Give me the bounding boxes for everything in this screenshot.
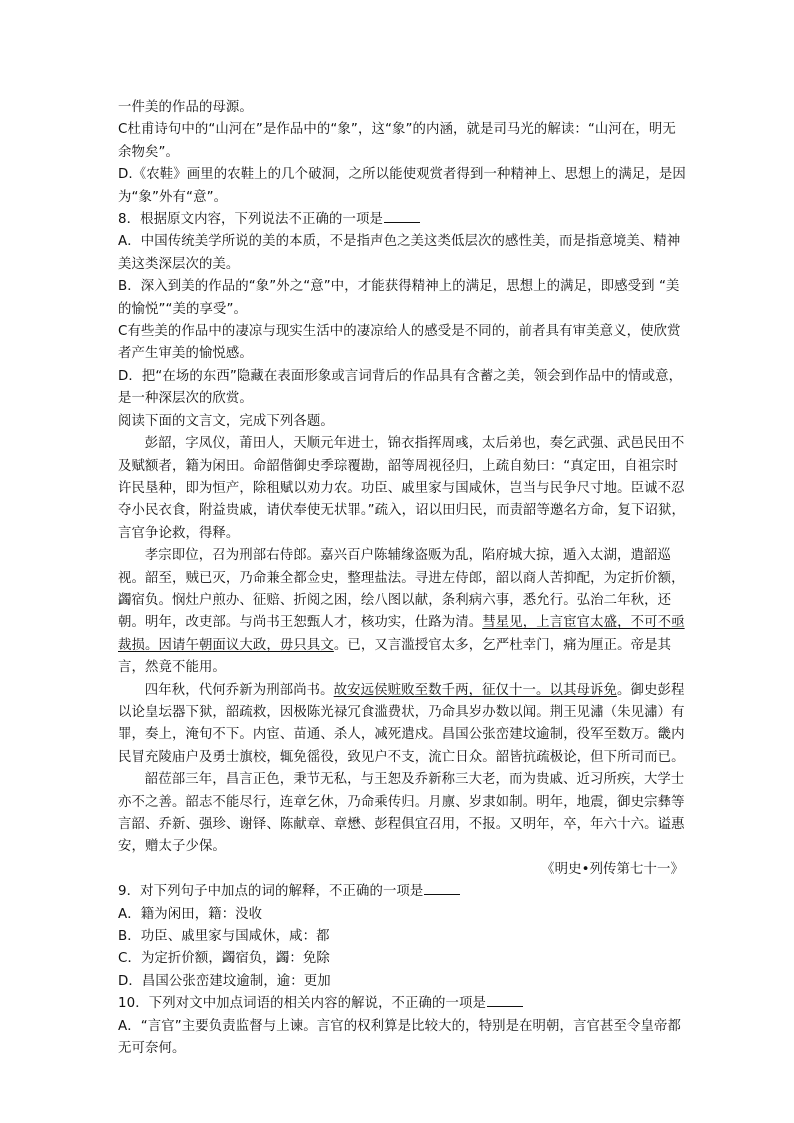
question-9-option-b: B．功臣、戚里家与国咸休，咸：都 (118, 929, 330, 945)
question-9-option-d: D．昌国公张峦建坟逾制，逾：更加 (118, 973, 331, 989)
document-body (118, 97, 686, 1060)
question-8 (118, 209, 686, 231)
question-10-text: 10．下列对文中加点词语的相关内容的解说，不正确的一项是 (118, 996, 486, 1012)
question-8-option-a: A．中国传统美学所说的美的本质，不是指声色之美这类低层次的感性美，而是指意境美、精神美这类深层次的美。 (118, 234, 681, 272)
question-10 (118, 993, 686, 1015)
paragraph-2-text-end: 。已，又言滥授官太多，乞严杜幸门，痛为厘正。帝是其言，然竟不能用。 (118, 637, 672, 676)
text-line: 一件美的作品的母源。 (118, 100, 253, 115)
answer-blank (487, 994, 523, 1007)
paragraph-3-text-end: 。御史彭程以论皇坛器下狱，韶疏救，因极陈光禄冗食滥费状，乃命具岁办数以闻。荆王见潚（朱见潚）有罪，奏上，淹旬不下。内宦、苗通、杀人，减死遣戍。昌国公张峦建坟逾制，役军至数万。畿内民冒充陵庙户及勇士旗校，辄免徭役，致见户不支，流亡日众。韶皆抗疏极论，但下所司而已。 (118, 682, 685, 765)
underlined-sentence-2: 故安远侯赃败至数千两，征仅十一。以其母诉免 (333, 682, 617, 698)
passage-source: 《明史•列传第七十一》 (541, 861, 684, 877)
question-9-option-c: C．为定折价额，蠲宿负，蠲：免除 (118, 951, 330, 967)
paragraph-3-text: 四年秋，代何乔新为刑部尚书。 (144, 682, 334, 698)
passage-paragraph-4: 韶莅部三年，昌言正色，秉节无私，与王恕及乔新称三大老，而为贵戚、近习所疾，大学士亦不之善。韶志不能尽行，连章乞休，乃命乘传归。月廪、岁隶如制。明年，地震，御史宗彝等言韶、乔新、强珍、谢铎、陈献章、章懋、彭程俱宜召用，不报。又明年，卒，年六十六。谥惠安，赠太子少保。 (118, 772, 685, 855)
question-8-text: 8．根据原文内容，下列说法不正确的一项是 (118, 212, 383, 228)
passage-paragraph-1: 彭韶，字凤仪，莆田人，天顺元年进士，锦衣指挥周彧，太后弟也，奏乞武强、武邑民田不及赋额者，籍为闲田。命韶偕御史季琮覆勘，韶等周视径归，上疏自劾曰：“真定田，自祖宗时许民垦种，即为恒产，除租赋以劝力农。功臣、戚里家与国咸休，岂当与民争尺寸地。臣诚不忍夺小民衣食，附益贵戚，请伏奉使无状罪。”疏入，诏以田归民，而责韶等邀名方命，复下诏狱，言官争论救，得释。 (118, 436, 685, 541)
question-9-option-a: A．籍为闲田，籍：没收 (118, 906, 263, 922)
answer-blank (384, 210, 420, 223)
option-d-prev: D.《农鞋》画里的农鞋上的几个破洞，之所以能使观赏者得到一种精神上、思想上的满足，是因为“象”外有“意”。 (118, 167, 686, 205)
question-8-option-c: C有些美的作品中的凄凉与现实生活中的凄凉给人的感受是不同的，前者具有审美意义，使欣赏者产生审美的愉悦感。 (118, 324, 681, 362)
paragraph-2-text: 孝宗即位，召为刑部右侍郎。嘉兴百户陈辅缘盗贩为乱，陷府城大掠，遁入太湖，遣韶巡视。韶至，贼已灭，乃命兼全都佥史，整理盐法。寻进左侍郎，韶以商人苦抑配，为定折价额，蠲宿负。悯灶户煎办、征赔、折阅之困，绘八图以献，条利病六事，悉允行。弘治二年秋，还朝。明年，改吏部。与尚书王恕甄人才，核功实，仕路为清。 (118, 548, 685, 631)
passage-paragraph-2 (118, 545, 686, 679)
passage-paragraph-3 (118, 680, 686, 770)
question-9 (118, 881, 686, 903)
option-c-prev: C杜甫诗句中的“山河在”是作品中的“象”，这“象”的内涵，就是司马光的解读：“山河在，明无余物矣”。 (118, 122, 676, 160)
question-8-option-b: B．深入到美的作品的“象”外之“意”中，才能获得精神上的满足，思想上的满足，即感受到 “美的愉悦”“美的享受”。 (118, 279, 680, 317)
underlined-sentence-1: 彗星见，上言宦官太盛，不可不亟裁损。因请午朝面议大政，毋只具文 (118, 615, 685, 653)
question-10-option-a: A．“言官”主要负责监督与上谏。言官的权利算是比较大的，特别是在明朝，言官甚至令皇帝都无可奈何。 (118, 1018, 681, 1057)
reading-intro: 阅读下面的文言文，完成下列各题。 (118, 413, 334, 429)
question-8-option-d: D．把“在场的东西”隐藏在表面形象或言词背后的作品具有含蓄之美，领会到作品中的情或意，是一种深层次的欣赏。 (118, 368, 683, 407)
question-9-text: 9．对下列句子中加点的词的解释，不正确的一项是 (118, 884, 424, 900)
answer-blank (424, 882, 460, 895)
